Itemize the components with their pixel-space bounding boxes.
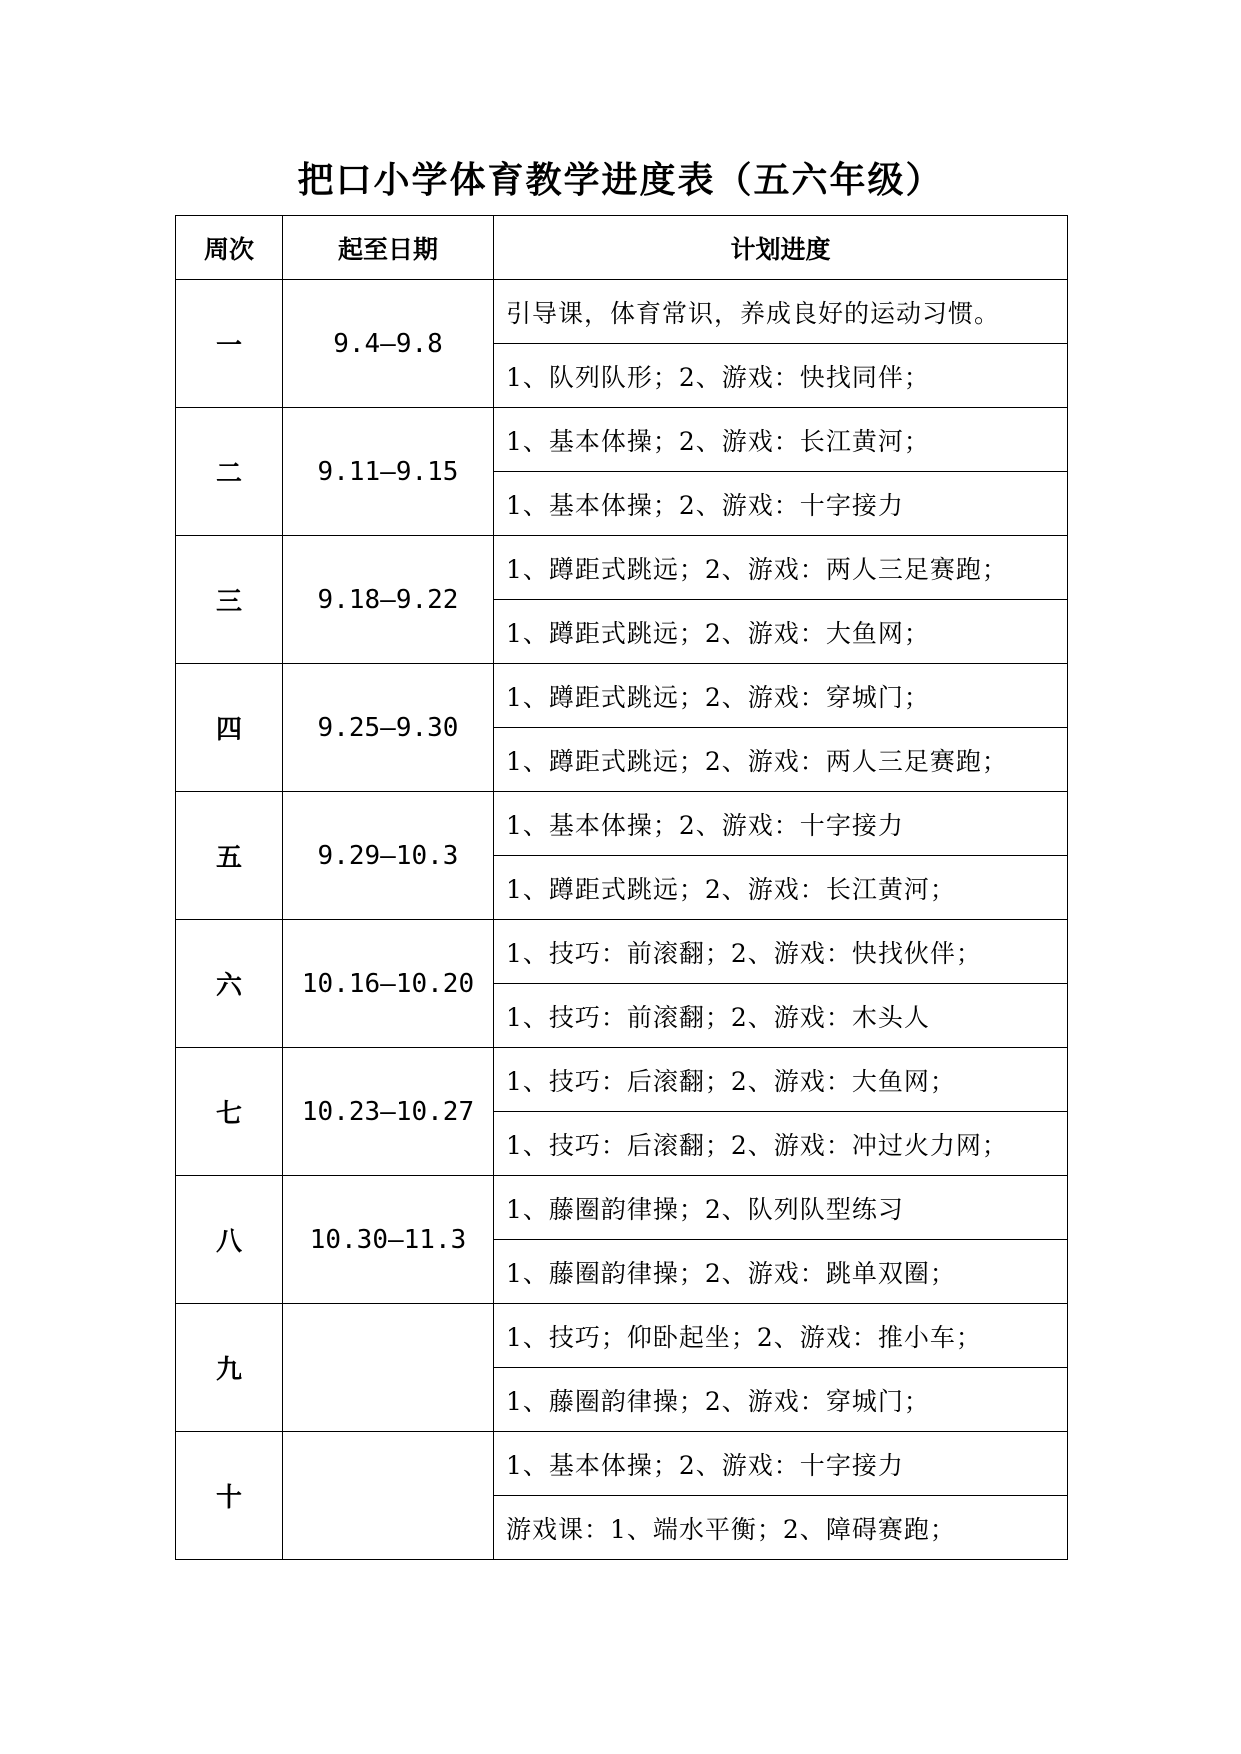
- week-cell: 九: [176, 1304, 283, 1432]
- plan-cell: 1、技巧：前滚翻；2、游戏：快找伙伴；: [494, 920, 1068, 984]
- week-cell: 三: [176, 536, 283, 664]
- week-cell: 六: [176, 920, 283, 1048]
- date-cell: [283, 1432, 494, 1560]
- date-cell: 10.23—10.27: [283, 1048, 494, 1176]
- week-cell: 四: [176, 664, 283, 792]
- plan-cell: 1、藤圈韵律操；2、游戏：穿城门；: [494, 1368, 1068, 1432]
- date-cell: 9.11—9.15: [283, 408, 494, 536]
- plan-cell: 1、蹲距式跳远；2、游戏：长江黄河；: [494, 856, 1068, 920]
- week-cell: 十: [176, 1432, 283, 1560]
- plan-cell: 游戏课：1、端水平衡；2、障碍赛跑；: [494, 1496, 1068, 1560]
- plan-cell: 1、蹲距式跳远；2、游戏：两人三足赛跑；: [494, 536, 1068, 600]
- week-cell: 五: [176, 792, 283, 920]
- table-row: [176, 1432, 1068, 1496]
- plan-cell: 1、蹲距式跳远；2、游戏：两人三足赛跑；: [494, 728, 1068, 792]
- date-cell: 9.29—10.3: [283, 792, 494, 920]
- plan-cell: 1、技巧：后滚翻；2、游戏：大鱼网；: [494, 1048, 1068, 1112]
- plan-cell: 1、蹲距式跳远；2、游戏：大鱼网；: [494, 600, 1068, 664]
- week-cell: 七: [176, 1048, 283, 1176]
- table-row: [176, 1176, 1068, 1240]
- date-cell: 9.4—9.8: [283, 280, 494, 408]
- header-row: [176, 216, 1068, 280]
- date-cell: 9.25—9.30: [283, 664, 494, 792]
- table-row: [176, 1048, 1068, 1112]
- plan-cell: 1、藤圈韵律操；2、游戏：跳单双圈；: [494, 1240, 1068, 1304]
- table-row: [176, 408, 1068, 472]
- plan-cell: 引导课，体育常识，养成良好的运动习惯。: [494, 280, 1068, 344]
- table-row: [176, 536, 1068, 600]
- plan-cell: 1、技巧；仰卧起坐；2、游戏：推小车；: [494, 1304, 1068, 1368]
- table-row: [176, 792, 1068, 856]
- plan-cell: 1、技巧：后滚翻；2、游戏：冲过火力网；: [494, 1112, 1068, 1176]
- plan-cell: 1、基本体操；2、游戏：长江黄河；: [494, 408, 1068, 472]
- page-title: 把口小学体育教学进度表（五六年级）: [297, 159, 944, 201]
- plan-cell: 1、基本体操；2、游戏：十字接力: [494, 472, 1068, 536]
- week-cell: 二: [176, 408, 283, 536]
- date-cell: 9.18—9.22: [283, 536, 494, 664]
- date-cell: 10.16—10.20: [283, 920, 494, 1048]
- header-week: 周次: [176, 216, 283, 280]
- date-cell: 10.30—11.3: [283, 1176, 494, 1304]
- date-cell: [283, 1304, 494, 1432]
- header-plan: 计划进度: [494, 216, 1068, 280]
- plan-cell: 1、基本体操；2、游戏：十字接力: [494, 792, 1068, 856]
- plan-cell: 1、蹲距式跳远；2、游戏：穿城门；: [494, 664, 1068, 728]
- plan-cell: 1、基本体操；2、游戏：十字接力: [494, 1432, 1068, 1496]
- table-row: [176, 1304, 1068, 1368]
- table-row: [176, 280, 1068, 344]
- plan-cell: 1、队列队形；2、游戏：快找同伴；: [494, 344, 1068, 408]
- plan-cell: 1、藤圈韵律操；2、队列队型练习: [494, 1176, 1068, 1240]
- plan-cell: 1、技巧：前滚翻；2、游戏：木头人: [494, 984, 1068, 1048]
- header-date: 起至日期: [283, 216, 494, 280]
- table-row: [176, 664, 1068, 728]
- schedule-table: [175, 215, 1068, 1560]
- table-row: [176, 920, 1068, 984]
- week-cell: 八: [176, 1176, 283, 1304]
- week-cell: 一: [176, 280, 283, 408]
